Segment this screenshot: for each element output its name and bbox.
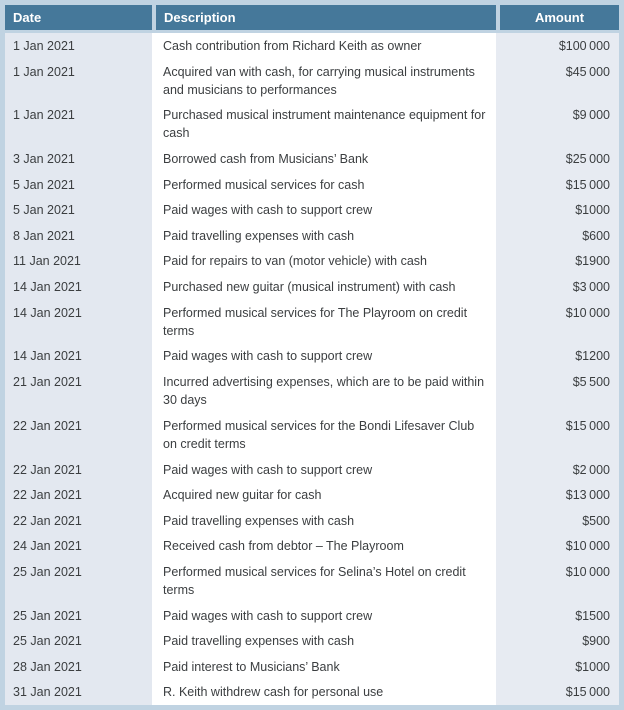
amount-cell: $1000 (496, 197, 619, 223)
amount-cell: $600 (496, 223, 619, 249)
description-cell: Paid travelling expenses with cash (152, 508, 496, 534)
date-cell: 5 Jan 2021 (5, 172, 152, 198)
date-cell: 22 Jan 2021 (5, 508, 152, 534)
table-row (5, 533, 619, 559)
description-cell: Borrowed cash from Musicians’ Bank (152, 146, 496, 172)
amount-cell: $1900 (496, 248, 619, 274)
table-body (5, 33, 619, 705)
table-row (5, 508, 619, 534)
description-cell: Paid wages with cash to support crew (152, 343, 496, 369)
amount-cell: $25 000 (496, 146, 619, 172)
table-row (5, 300, 619, 344)
table-row (5, 679, 619, 705)
table-row (5, 413, 619, 457)
date-cell: 24 Jan 2021 (5, 533, 152, 559)
amount-cell: $1200 (496, 343, 619, 369)
amount-cell: $500 (496, 508, 619, 534)
amount-cell: $900 (496, 628, 619, 654)
amount-cell: $1000 (496, 654, 619, 680)
amount-cell: $15 000 (496, 172, 619, 198)
amount-cell: $3 000 (496, 274, 619, 300)
date-cell: 1 Jan 2021 (5, 59, 152, 103)
date-cell: 8 Jan 2021 (5, 223, 152, 249)
amount-cell: $100 000 (496, 33, 619, 59)
table-row (5, 59, 619, 103)
table-row (5, 274, 619, 300)
date-cell: 1 Jan 2021 (5, 33, 152, 59)
date-cell: 11 Jan 2021 (5, 248, 152, 274)
amount-cell: $10 000 (496, 300, 619, 344)
description-cell: Paid wages with cash to support crew (152, 197, 496, 223)
description-cell: Acquired new guitar for cash (152, 482, 496, 508)
date-cell: 22 Jan 2021 (5, 457, 152, 483)
amount-cell: $13 000 (496, 482, 619, 508)
date-cell: 14 Jan 2021 (5, 343, 152, 369)
description-cell: Paid wages with cash to support crew (152, 457, 496, 483)
amount-cell: $10 000 (496, 533, 619, 559)
table-row (5, 102, 619, 146)
amount-cell: $9 000 (496, 102, 619, 146)
table-row (5, 146, 619, 172)
description-cell: Performed musical services for the Bondi Lifesaver Club on credit terms (152, 413, 496, 457)
description-cell: Performed musical services for The Playroom on credit terms (152, 300, 496, 344)
date-cell: 14 Jan 2021 (5, 274, 152, 300)
amount-cell: $5 500 (496, 369, 619, 413)
description-cell: Paid wages with cash to support crew (152, 603, 496, 629)
table-row (5, 248, 619, 274)
description-cell: Paid for repairs to van (motor vehicle) with cash (152, 248, 496, 274)
description-cell: Cash contribution from Richard Keith as owner (152, 33, 496, 59)
transactions-table (5, 5, 619, 705)
table-header (5, 5, 619, 33)
column-header-date: Date (5, 5, 152, 33)
table-row (5, 172, 619, 198)
date-cell: 14 Jan 2021 (5, 300, 152, 344)
description-cell: Paid travelling expenses with cash (152, 223, 496, 249)
table-row (5, 197, 619, 223)
date-cell: 5 Jan 2021 (5, 197, 152, 223)
date-cell: 22 Jan 2021 (5, 413, 152, 457)
description-cell: R. Keith withdrew cash for personal use (152, 679, 496, 705)
description-cell: Paid interest to Musicians’ Bank (152, 654, 496, 680)
table-row (5, 559, 619, 603)
date-cell: 25 Jan 2021 (5, 603, 152, 629)
table-row (5, 654, 619, 680)
amount-cell: $45 000 (496, 59, 619, 103)
date-cell: 25 Jan 2021 (5, 628, 152, 654)
table-row (5, 343, 619, 369)
column-header-description: Description (152, 5, 496, 33)
description-cell: Acquired van with cash, for carrying musical instruments and musicians to performances (152, 59, 496, 103)
date-cell: 1 Jan 2021 (5, 102, 152, 146)
date-cell: 22 Jan 2021 (5, 482, 152, 508)
header-row (5, 5, 619, 33)
description-cell: Performed musical services for Selina’s Hotel on credit terms (152, 559, 496, 603)
amount-cell: $15 000 (496, 413, 619, 457)
description-cell: Purchased musical instrument maintenance equipment for cash (152, 102, 496, 146)
table-row (5, 482, 619, 508)
date-cell: 3 Jan 2021 (5, 146, 152, 172)
table-row (5, 628, 619, 654)
table-row (5, 369, 619, 413)
description-cell: Purchased new guitar (musical instrument) with cash (152, 274, 496, 300)
amount-cell: $2 000 (496, 457, 619, 483)
date-cell: 21 Jan 2021 (5, 369, 152, 413)
description-cell: Performed musical services for cash (152, 172, 496, 198)
table-row (5, 223, 619, 249)
amount-cell: $1500 (496, 603, 619, 629)
amount-cell: $15 000 (496, 679, 619, 705)
table-row (5, 33, 619, 59)
date-cell: 28 Jan 2021 (5, 654, 152, 680)
amount-cell: $10 000 (496, 559, 619, 603)
column-header-amount: Amount (496, 5, 619, 33)
description-cell: Paid travelling expenses with cash (152, 628, 496, 654)
table-row (5, 457, 619, 483)
date-cell: 25 Jan 2021 (5, 559, 152, 603)
table-row (5, 603, 619, 629)
description-cell: Received cash from debtor – The Playroom (152, 533, 496, 559)
date-cell: 31 Jan 2021 (5, 679, 152, 705)
description-cell: Incurred advertising expenses, which are to be paid within 30 days (152, 369, 496, 413)
